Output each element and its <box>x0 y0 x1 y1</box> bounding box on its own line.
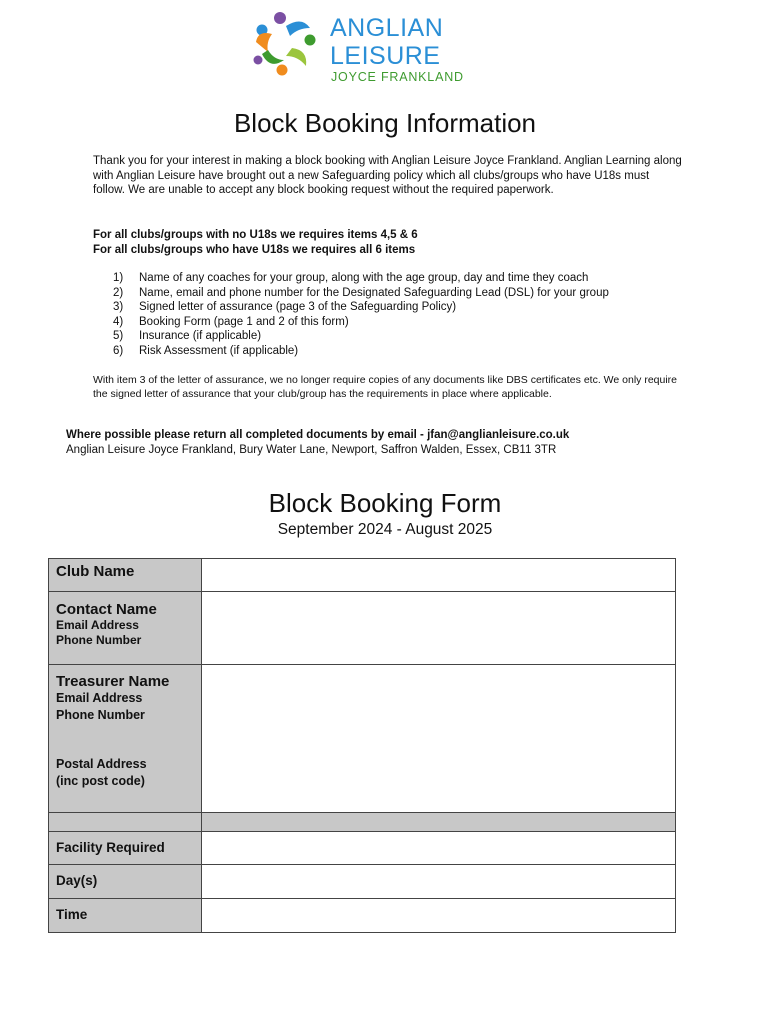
return-instructions <box>66 428 706 457</box>
list-item: 1) Name of any coaches for your group, along with the age group, day and time they coach <box>113 272 589 284</box>
list-item: 4) Booking Form (page 1 and 2 of this form) <box>113 315 349 328</box>
facility-field[interactable] <box>202 832 676 865</box>
anglian-leisure-logo <box>250 8 490 86</box>
days-field[interactable] <box>202 865 676 899</box>
info-title: Block Booking Information <box>233 108 537 138</box>
form-title: Block Booking Form <box>268 488 502 518</box>
logo-swirl-icon <box>250 8 320 78</box>
return-email-line: Where possible please return all completed documents by email - jfan@anglianleisure.co.uk <box>66 429 570 441</box>
intro-paragraph: Thank you for your interest in making a block booking with Anglian Leisure Joyce Frankland. Anglian Learning along with Anglian Leisure have brought out a new Safeguarding policy which all clubs/groups who have U18s must follow. We are unable to accept any block booking request without the required paperwork. <box>93 155 682 196</box>
required-items-list <box>113 271 683 359</box>
time-label: Time <box>49 899 202 933</box>
list-item: 3) Signed letter of assurance (page 3 of the Safeguarding Policy) <box>113 301 457 314</box>
days-label: Day(s) <box>49 865 202 899</box>
list-item: 2) Name, email and phone number for the Designated Safeguarding Lead (DSL) for your group <box>113 286 609 299</box>
club-name-field[interactable] <box>202 559 676 592</box>
requirements <box>93 228 683 257</box>
booking-form-table <box>48 558 676 933</box>
logo-line-3: JOYCE FRANKLAND <box>331 70 464 84</box>
club-name-label: Club Name <box>49 559 202 592</box>
list-item: 5) Insurance (if applicable) <box>113 330 262 343</box>
treasurer-field[interactable] <box>202 665 676 813</box>
logo-line-1: ANGLIAN <box>330 14 444 42</box>
form-subtitle: September 2024 - August 2025 <box>277 521 493 538</box>
list-item: 6) Risk Assessment (if applicable) <box>113 344 299 357</box>
contact-field[interactable] <box>202 592 676 665</box>
time-field[interactable] <box>202 899 676 933</box>
requirement-no-u18: For all clubs/groups with no U18s we requires items 4,5 & 6 <box>93 229 418 241</box>
contact-label: Contact Name Email Address Phone Number <box>49 592 202 665</box>
facility-label: Facility Required <box>49 832 202 865</box>
assurance-note: With item 3 of the letter of assurance, we no longer require copies of any documents like DBS certificates etc. We only require the signed letter of assurance that your club/group has the requirements in place where applicable. <box>93 374 678 400</box>
treasurer-label: Treasurer Name Email Address Phone Number Postal Address (inc post code) <box>49 665 202 813</box>
spacer-cell <box>202 813 676 832</box>
requirement-u18: For all clubs/groups who have U18s we requires all 6 items <box>93 243 416 256</box>
logo-line-2: LEISURE <box>330 42 441 70</box>
spacer-label <box>49 813 202 832</box>
return-address-line: Anglian Leisure Joyce Frankland, Bury Water Lane, Newport, Saffron Walden, Essex, CB11 3TR <box>66 443 557 456</box>
